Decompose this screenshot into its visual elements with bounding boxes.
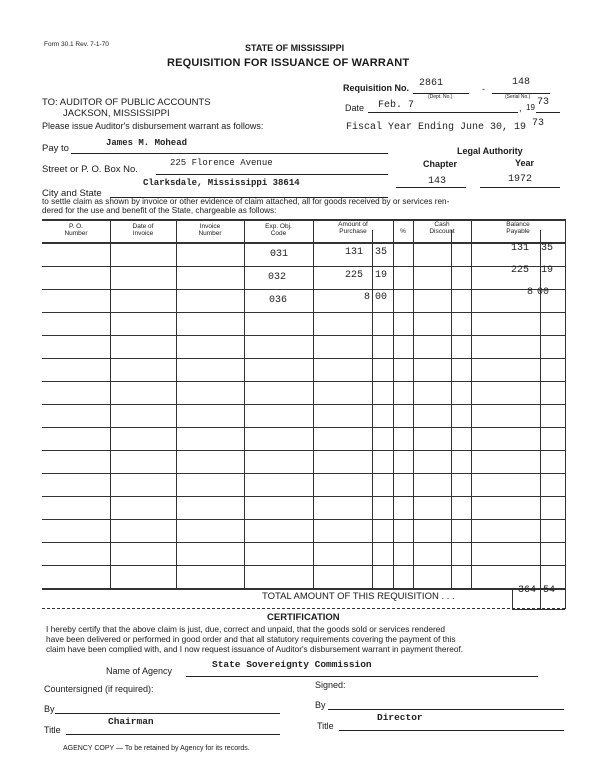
header-exp-obj-code: Exp. Obj. Code	[265, 223, 292, 237]
row-1-balance-cents: 35	[541, 243, 554, 254]
serial-no: 148	[512, 77, 531, 88]
header-po-number: P. O. Number	[64, 223, 88, 237]
certification-line-3: claim have been complied with, and I now request issuance of Auditor's disbursement warrant in payment thereof.	[46, 644, 464, 654]
to-line-3: Please issue Auditor's disbursement warrant as follows:	[42, 121, 264, 131]
header-balance-payable: Balance Payable	[506, 221, 530, 235]
year-label: Year	[515, 158, 535, 168]
street-label: Street or P. O. Box No.	[42, 164, 138, 175]
date-value: Feb. 7	[378, 100, 415, 111]
by-left-label: By	[44, 704, 55, 714]
header-percent: %	[400, 228, 406, 235]
row-1-amount-dollars: 131	[345, 247, 364, 258]
date-year: 73	[537, 97, 550, 108]
header-amount-of-purchase: Amount of Purchase	[338, 221, 368, 235]
to-line-2: JACKSON, MISSISSIPPI	[63, 108, 170, 119]
page-title: REQUISITION FOR ISSUANCE OF WARRANT	[167, 57, 410, 69]
fiscal-year-value: 73	[532, 118, 545, 129]
row-2-exp-code: 032	[268, 272, 287, 283]
date-year-prefix: 19	[526, 103, 535, 112]
total-label: TOTAL AMOUNT OF THIS REQUISITION . . .	[262, 591, 455, 602]
row-1-balance-dollars: 131	[511, 243, 530, 254]
header-cash-discount: Cash Discount	[429, 221, 455, 235]
settle-text-2: dered for the use and benefit of the State, chargeable as follows:	[42, 206, 277, 215]
row-3-exp-code: 036	[269, 295, 288, 306]
row-3-balance-cents: 00	[537, 287, 550, 298]
city-label: City and State	[42, 188, 102, 199]
title-left-value: Chairman	[108, 716, 154, 727]
certification-line-1: I hereby certify that the above claim is just, due, correct and unpaid, that the goods sold or services rendered	[46, 624, 445, 634]
street-value: 225 Florence Avenue	[170, 158, 273, 168]
row-3-amount-cents: 00	[375, 292, 388, 303]
row-2-balance-cents: 19	[541, 265, 554, 276]
header-date-of-invoice: Date of Invoice	[132, 223, 154, 237]
to-line-1: TO: AUDITOR OF PUBLIC ACCOUNTS	[42, 97, 211, 108]
row-3-balance-dollars: 8	[527, 287, 534, 298]
total-cents: 54	[543, 585, 556, 596]
total-dollars: 364	[518, 585, 537, 596]
countersigned-label: Countersigned (if required):	[44, 684, 154, 694]
certification-title: CERTIFICATION	[267, 612, 340, 623]
pay-to-label: Pay to	[42, 143, 69, 154]
year-value: 1972	[508, 174, 533, 185]
agency-value: State Sovereignty Commission	[212, 659, 372, 670]
state-heading: STATE OF MISSISSIPPI	[245, 43, 345, 53]
city-value: Clarksdale, Mississippi 38614	[143, 178, 300, 188]
dept-no: 2861	[419, 78, 444, 89]
title-left-label: Title	[44, 725, 61, 735]
by-right-label: By	[315, 700, 326, 710]
title-right-label: Title	[317, 721, 334, 731]
pay-to-value: James M. Mohead	[106, 138, 188, 148]
chapter-value: 143	[428, 176, 447, 187]
legal-authority-title: Legal Authority	[457, 146, 523, 156]
signed-label: Signed:	[315, 680, 346, 690]
serial-no-caption: (Serial No.)	[505, 94, 531, 100]
row-2-amount-dollars: 225	[345, 270, 364, 281]
row-1-exp-code: 031	[270, 249, 289, 260]
row-2-amount-cents: 19	[375, 270, 388, 281]
row-3-amount-dollars: 8	[364, 292, 371, 303]
header-invoice-number: Invoice Number	[198, 223, 222, 237]
row-1-amount-cents: 35	[375, 247, 388, 258]
row-2-balance-dollars: 225	[511, 265, 530, 276]
settle-text-1: to settle claim as shown by invoice or other evidence of claim attached, all for goods received by or services ren-	[42, 197, 450, 206]
title-right-value: Director	[377, 712, 423, 723]
chapter-label: Chapter	[423, 159, 458, 169]
dept-no-caption: (Dept. No.)	[428, 94, 453, 100]
form-id: Form 30.1 Rev. 7-1-70	[44, 41, 109, 48]
certification-line-2: have been delivered or performed in good order and that all statutory requirements covering the payment of this	[46, 634, 456, 644]
date-label: Date	[345, 103, 365, 113]
requisition-label: Requisition No.	[343, 83, 409, 93]
agency-label: Name of Agency	[106, 666, 173, 676]
footer-note: AGENCY COPY — To be retained by Agency for its records.	[63, 745, 250, 752]
fiscal-year-text: Fiscal Year Ending June 30, 19	[346, 122, 527, 133]
